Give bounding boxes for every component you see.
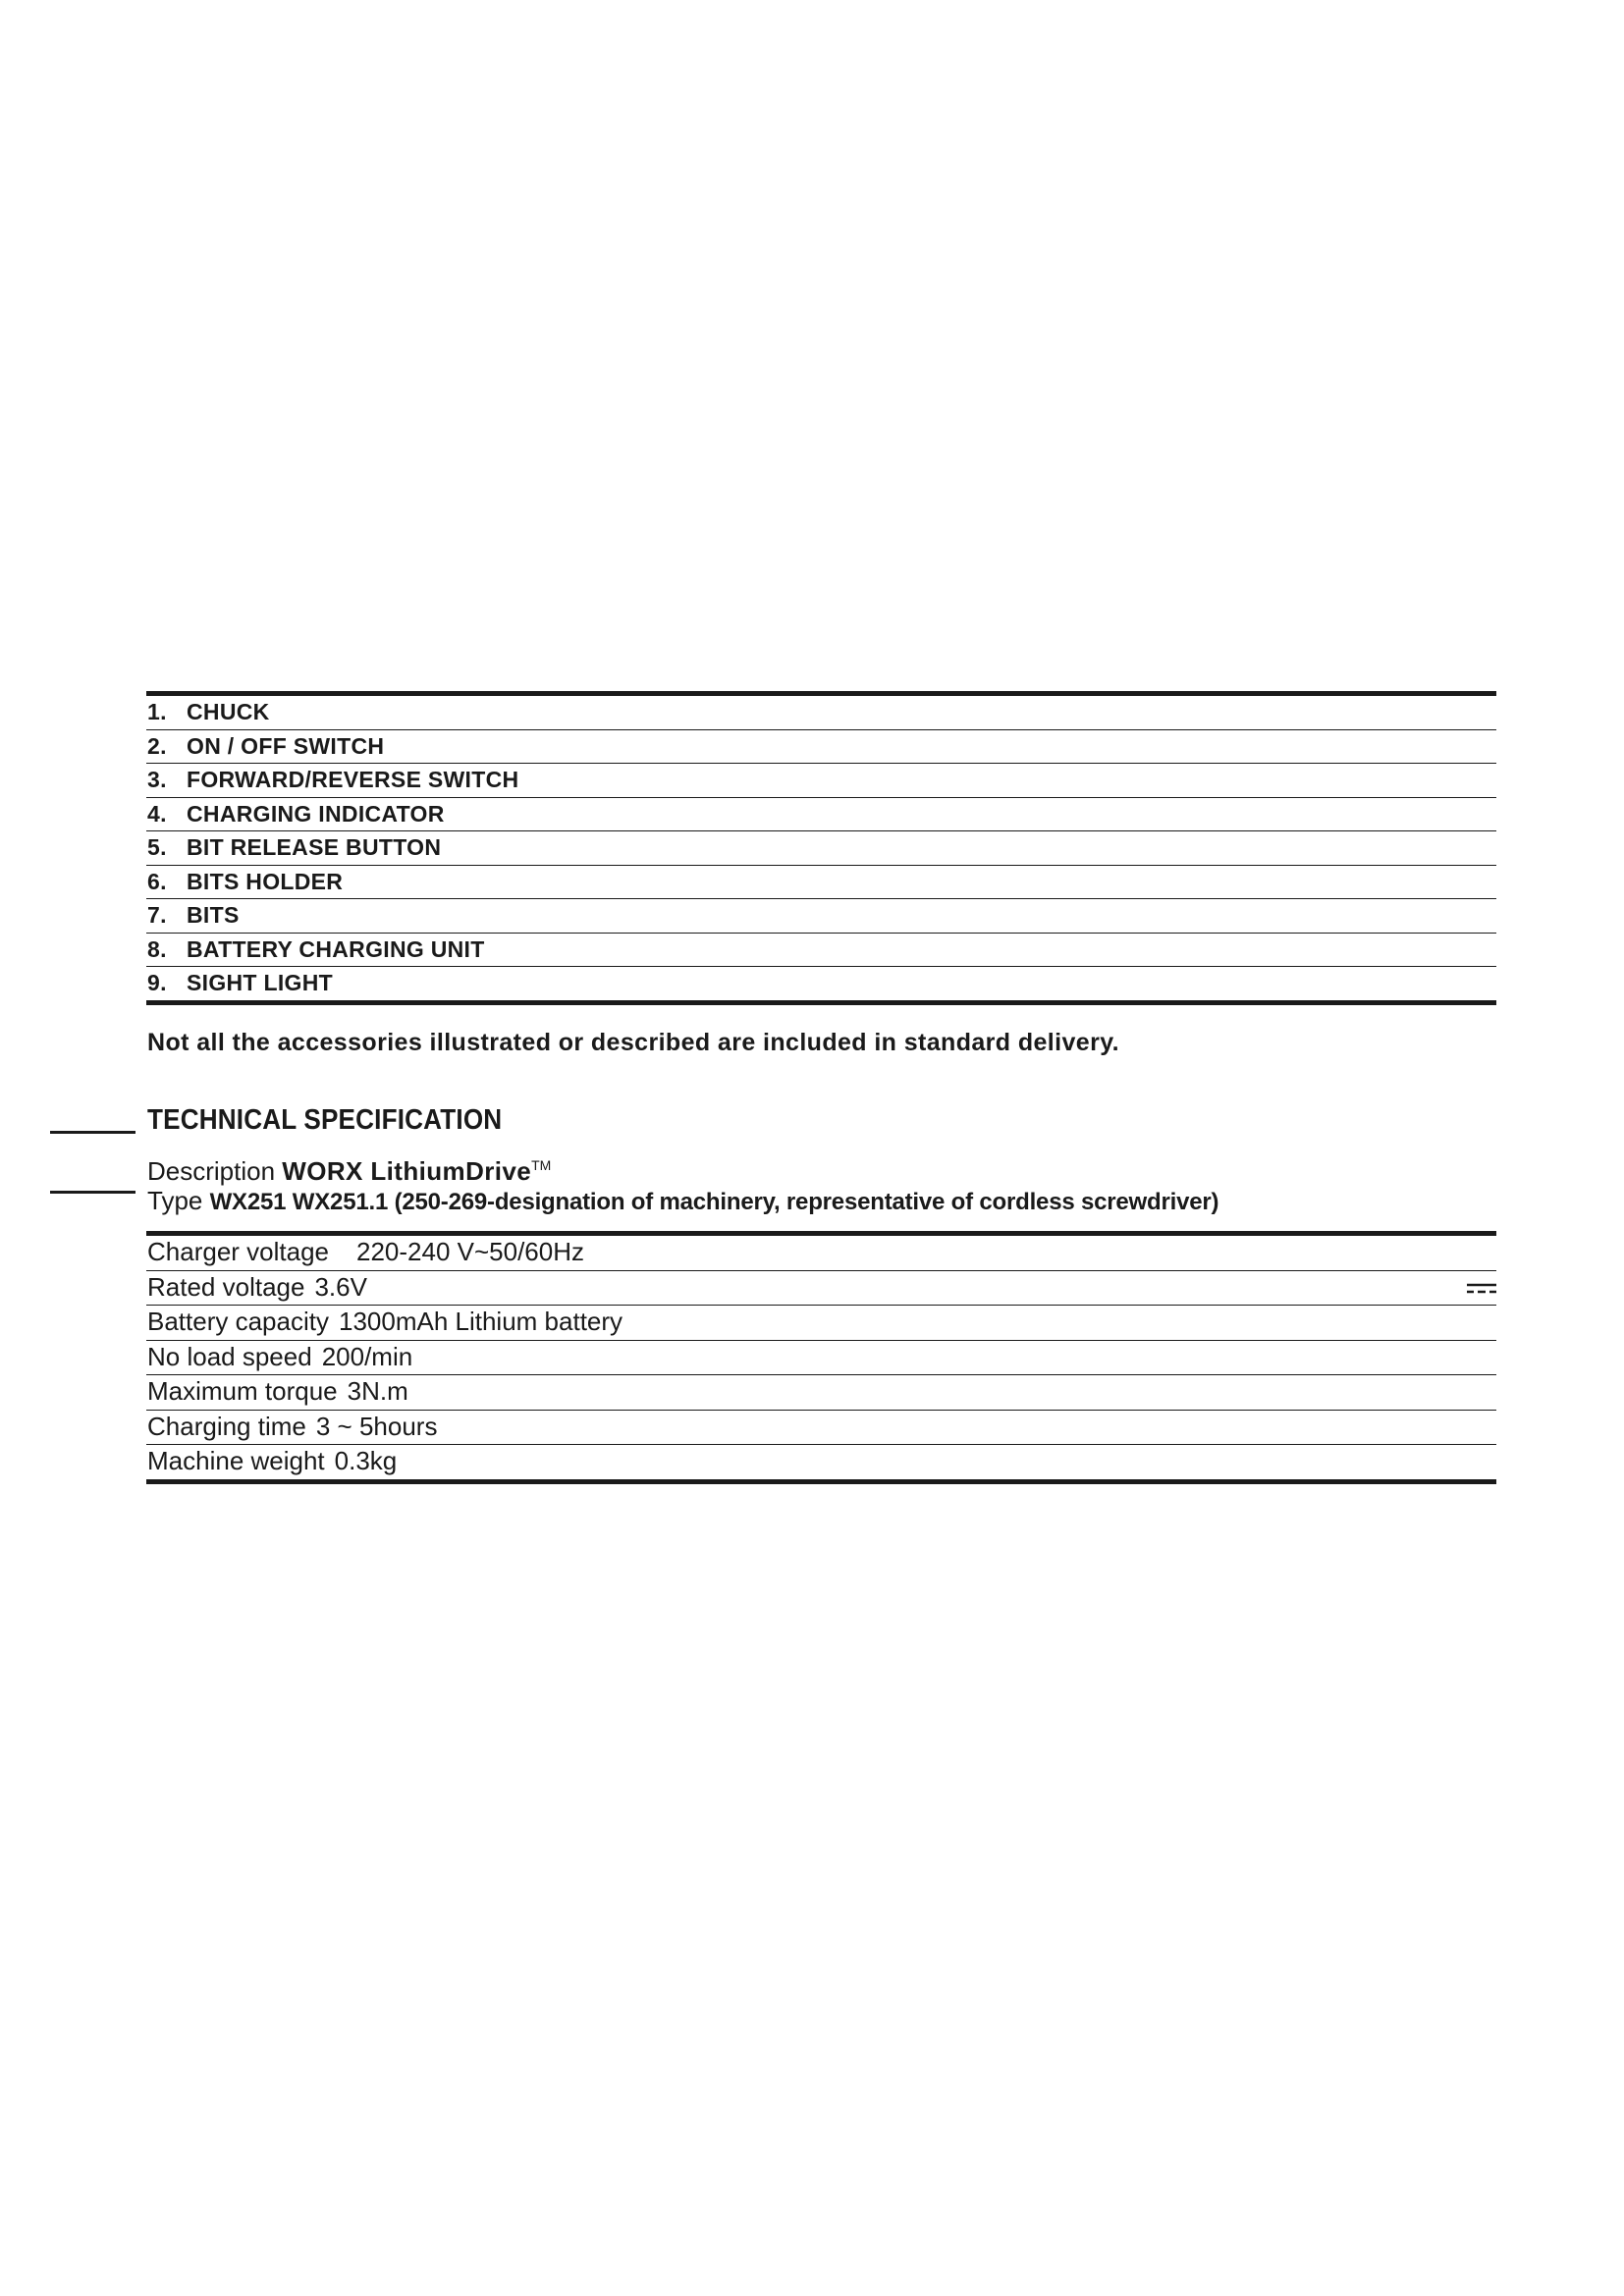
spec-label: Machine weight [147,1446,325,1475]
section-marker-rule [50,1131,135,1134]
parts-list-item [146,798,1496,832]
parts-item-number: 8. [147,935,167,962]
type-line [147,1186,1218,1216]
parts-item-number: 3. [147,767,167,792]
spec-label: Maximum torque [147,1376,338,1406]
parts-item-number: 4. [147,800,167,827]
type-label: Type [147,1186,203,1215]
parts-item-label: BATTERY CHARGING UNIT [187,935,485,962]
delivery-note: Not all the accessories illustrated or described are included in standard delivery. [147,1029,1120,1056]
spec-row-rated-voltage [146,1271,1496,1307]
spec-value: 220-240 V~50/60Hz [356,1237,585,1266]
spec-value: 3 ~ 5hours [315,1411,438,1441]
spec-value: 1300mAh Lithium battery [338,1307,623,1336]
spec-label: Charging time [147,1411,306,1441]
dc-current-icon [1467,1282,1496,1294]
section-marker-rule [50,1191,135,1194]
trademark-mark: TM [531,1157,552,1173]
parts-item-number: 2. [147,732,167,759]
specification-table [146,1231,1496,1484]
parts-item-label: ON / OFF SWITCH [187,732,385,759]
spec-value: 3N.m [347,1376,408,1406]
parts-item-number: 5. [147,834,167,860]
parts-list-item [146,696,1496,730]
parts-list [146,691,1496,1005]
parts-item-number: 9. [147,970,167,995]
spec-row-charging-time [146,1411,1496,1446]
parts-list-item [146,967,1496,1000]
parts-list-item [146,831,1496,866]
description-value: WORX LithiumDrive [282,1156,532,1186]
parts-item-label: BITS [187,902,240,928]
parts-item-number: 6. [147,868,167,894]
spec-row-charger-voltage [146,1236,1496,1271]
spec-label: No load speed [147,1341,312,1371]
description-label: Description [147,1156,276,1186]
parts-list-item [146,730,1496,765]
spec-row-no-load-speed [146,1341,1496,1376]
parts-list-item [146,934,1496,968]
parts-item-number: 1. [147,699,167,724]
spec-row-maximum-torque [146,1375,1496,1411]
type-value: WX251 WX251.1 (250-269-designation of machinery, representative of cordless screwdriver) [209,1189,1219,1215]
technical-specification-heading: TECHNICAL SPECIFICATION [147,1104,503,1136]
parts-item-label: FORWARD/REVERSE SWITCH [187,767,519,792]
parts-list-item [146,899,1496,934]
spec-row-battery-capacity [146,1306,1496,1341]
parts-item-label: CHARGING INDICATOR [187,800,445,827]
spec-label: Charger voltage [147,1237,329,1266]
parts-item-label: BIT RELEASE BUTTON [187,834,442,860]
spec-value: 0.3kg [334,1446,398,1475]
spec-value: 3.6V [314,1271,367,1302]
parts-item-number: 7. [147,902,167,928]
spec-value: 200/min [321,1341,413,1371]
parts-list-item [146,866,1496,900]
spec-label: Rated voltage [147,1271,305,1302]
parts-list-item [146,764,1496,798]
parts-item-label: BITS HOLDER [187,868,344,894]
spec-row-machine-weight [146,1445,1496,1479]
parts-item-label: SIGHT LIGHT [187,970,333,995]
description-line [147,1156,551,1187]
spec-label: Battery capacity [147,1307,329,1336]
parts-item-label: CHUCK [187,699,270,724]
